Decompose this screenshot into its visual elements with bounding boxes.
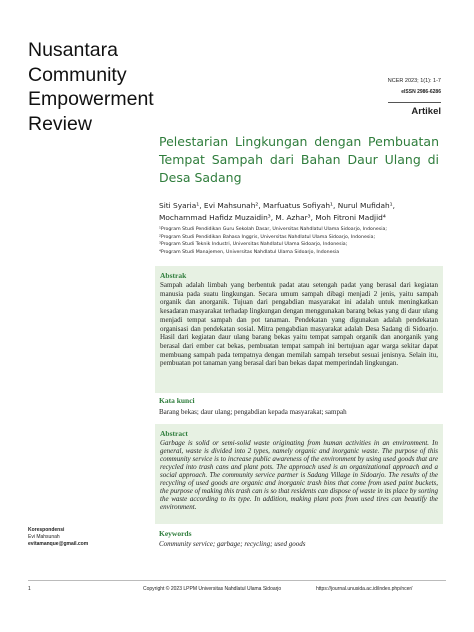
abstrak-heading: Abstrak xyxy=(160,271,187,280)
journal-name-line: Review xyxy=(28,112,92,135)
correspondence-name: Evi Mahsunah xyxy=(28,533,60,540)
correspondence-heading: Korespondensi xyxy=(28,527,65,533)
journal-name-line: Community xyxy=(28,63,127,86)
authors xyxy=(159,200,449,224)
abstrak-box xyxy=(155,266,443,393)
abstrak-text: Sampah adalah limbah yang berbentuk padat atau setengah padat yang berasal dari kegiatan manusia pada suatu lingkungan. Secara umum sampah dibagi menjadi 2 jenis, yaitu sampah organik dan anorganik. Tujuan dari pengabdian masyarakat ini adalah untuk meningkatkan kesadaran masyarakat terhadap lingkungan dengan menggunakan barang bekas yang di daur ulang menjadi tempat sampah dan pot tanaman. Pendekatan yang digunakan adalah pendekatan organisasi dan pendekatan sosial. Mitra pengabdian masyarakat adalah Desa Sadang di Sidoarjo. Hasil dari kegiatan daur ulang barang bekas yaitu tempat sampah organik dan anorganik yang berasal dari ember cat bekas, pembuatan tempat sampah ini bertujuan agar warga sekitar dapat membuang sampah pada tempatnya dengan memilah sampah tersebut sesuai jenisnya. Selain itu, pembuatan pot tanaman yang berasal dari ban bekas dapat memperindah lingkungan. xyxy=(160,281,438,368)
affiliation: ³Program Studi Teknik Industri, Universitas Nahdlatul Ulama Sidoarjo, Indonesia; xyxy=(159,242,348,248)
article-type: Artikel xyxy=(388,102,441,118)
authors-line: Mochammad Hafidz Muzaidin³, M. Azhar³, Moh Fitroni Madjid⁴ xyxy=(159,213,386,222)
affiliation: ²Program Studi Pendidikan Bahasa Inggris, Universitas Nahdlatul Ulama Sidoarjo, Indonesia; xyxy=(159,234,376,240)
footer-copyright: Copyright © 2023 LPPM Universitas Nahdlatul Ulama Sidoarjo xyxy=(143,586,282,592)
journal-name xyxy=(28,38,248,136)
keywords-heading: Keywords xyxy=(159,529,192,538)
kata-kunci-text: Barang bekas; daur ulang; pengabdian kepada masyarakat; sampah xyxy=(159,408,347,416)
keywords-text: Community service; garbage; recycling; used goods xyxy=(159,540,306,548)
abstract-text: Garbage is solid or semi-solid waste originating from human activities in an environment. In general, waste is divided into 2 types, namely organic and inorganic waste. The purpose of this community service is to increase public awareness of the environment by using used goods that are recycled into trash cans and plant pots. The approach used is an organizational approach and a social approach. The community service partner is Sadang Village in Sidoarjo. The results of the recycling of used goods are organic and inorganic trash bins that come from used paint buckets, the purpose of making this trash can is so that residents can dispose of waste in its place by sorting the waste according to its type. In addition, making plant pots from used tires can beautify the environment. xyxy=(160,439,438,511)
affiliation: ⁴Program Studi Manajemen, Universitas Nahdlatul Ulama Sidoarjo, Indonesia xyxy=(159,249,340,255)
abstract-heading: Abstract xyxy=(160,429,188,438)
article-meta xyxy=(388,76,441,118)
footer-divider xyxy=(28,580,446,581)
eissn: eISSN 2986-6286 xyxy=(401,89,441,95)
affiliation: ¹Program Studi Pendidikan Guru Sekolah Dasar, Universitas Nahdlatul Ulama Sidoarjo, Indonesia; xyxy=(159,227,387,232)
kata-kunci-heading: Kata kunci xyxy=(159,396,195,405)
article-title: Pelestarian Lingkungan dengan Pembuatan Tempat Sampah dari Bahan Daur Ulang di Desa Sadang xyxy=(159,134,439,185)
footer-url[interactable]: https://journal.unusida.ac.id/index.php/ncer/ xyxy=(316,586,413,592)
journal-name-line: Nusantara xyxy=(28,39,118,61)
journal-name-line: Empowerment xyxy=(28,88,154,110)
abstract-box xyxy=(155,424,443,524)
page-number: 1 xyxy=(28,586,31,592)
affiliations xyxy=(159,226,449,256)
correspondence-email[interactable]: evitamanque@gmail.com xyxy=(28,540,89,547)
correspondence xyxy=(28,527,88,547)
citation: NCER 2023; 1(1): 1-7 xyxy=(387,78,441,84)
authors-line: Siti Syaria¹, Evi Mahsunah², Marfuatus Sofiyah¹, Nurul Mufidah¹, xyxy=(159,201,395,210)
